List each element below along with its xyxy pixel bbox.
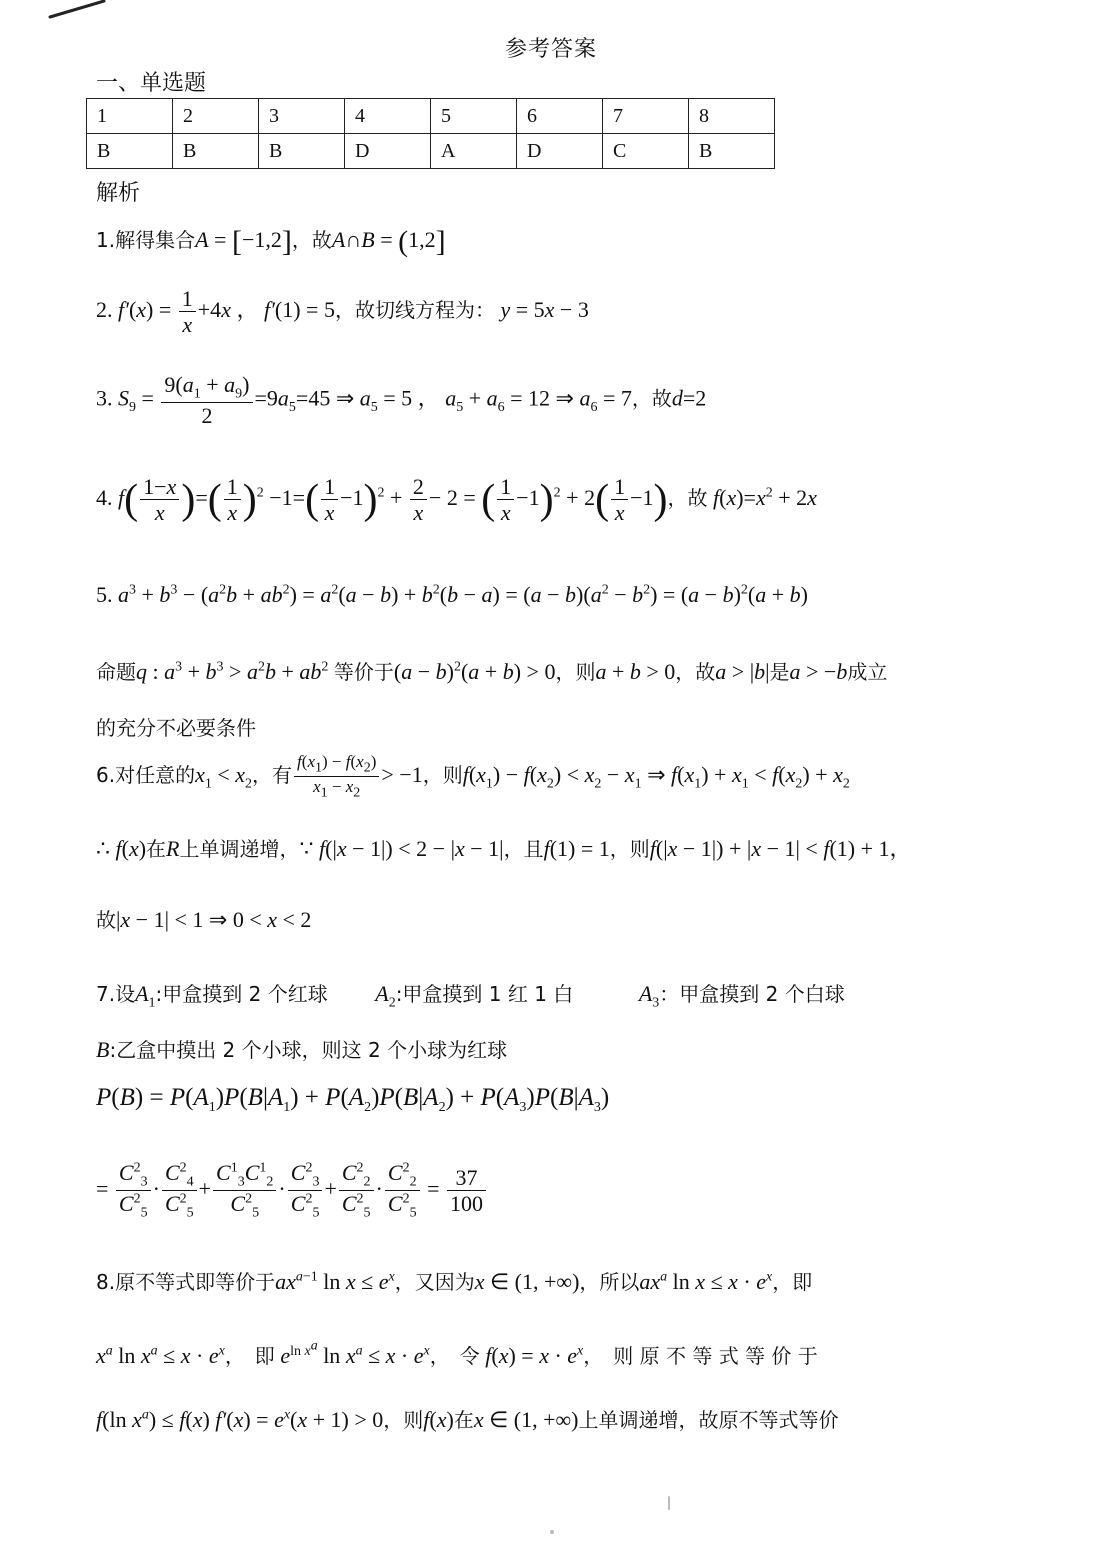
table-cell: 6 — [517, 99, 603, 134]
scan-dot — [550, 1530, 554, 1534]
table-cell: 1 — [87, 99, 173, 134]
solution-line-6b: ∴ f(x)在R上单调递增，∵ f(|x − 1|) < 2 − |x − 1|，且f(1) = 1，则f(|x − 1|) + |x − 1| < f(1) + 1， — [96, 836, 912, 861]
solution-line-7b: B:乙盒中摸出 2 个小球，则这 2 个小球为红球 — [96, 1037, 508, 1062]
table-cell: 8 — [689, 99, 775, 134]
solution-line-7: 7.设$A_1$:甲盒摸到 2 个红球 $A_2$:甲盒摸到 1 红 1 白 $A_3$：甲盒摸到 2 个白球 — [96, 981, 845, 1011]
table-cell: 5 — [431, 99, 517, 134]
solution-line-8: 8.原不等式即等价于$ax^{a-1}$ $\ln x \le e^x$，又因为x ∈ (1, +∞)，所以$ax^a$ $\ln x \le x \cdot e^x$，即 — [96, 1269, 813, 1294]
table-cell: D — [345, 134, 431, 169]
analysis-label: 解析 — [96, 181, 141, 206]
solution-line-2: 2. f′(x) = $\frac{1}{x}$ +4x ， f′(1) = 5，故切线方程为： y = 5x − 3 — [96, 286, 589, 338]
answer-table — [86, 98, 775, 169]
table-cell: 3 — [259, 99, 345, 134]
section-title: 一、单选题 — [96, 71, 207, 96]
solution-line-5: 5. $a^3 + b^3 - (a^2b + ab^2) = a^2(a - b) + b^2(b - a) = (a - b)(a^2 - b^2) = (a - b)^2(a + b)$ — [96, 582, 808, 607]
solution-line-4: 4. f( $\frac{1-x}{x}$ )=( $\frac{1}{x}$ )$^2$ −1=( $\frac{1}{x}$ −1)$^2$ + $\frac{2}{x}$ − 2 = ( $\frac{1}{x}$ −1)$^2$ + 2( $\frac{1}{x}$ −1)，故 $f(x)=x^2 + 2x$ — [96, 474, 817, 526]
table-cell: 7 — [603, 99, 689, 134]
table-cell: B — [173, 134, 259, 169]
solution-line-7d: = $\frac{C^2_3}{C^2_5}$ · $\frac{C^2_4}{C^2_5}$ + $\frac{C^1_3C^1_2}{C^2_5}$ · $\frac{C^2_3}{C^2_5}$ + $\frac{C^2_2}{C^2_5}$ · $\frac{C^2_2}{C^2_5}$ = $\frac{37}{100}$ — [96, 1160, 488, 1222]
table-row-answers — [87, 134, 775, 169]
table-cell: A — [431, 134, 517, 169]
solution-line-7c: $P(B) = P(A_1)P(B|A_1) + P(A_2)P(B|A_2) + P(A_3)P(B|A_3)$ — [96, 1084, 610, 1115]
page-title: 参考答案 — [504, 37, 597, 62]
solution-line-5c: 的充分不必要条件 — [96, 716, 256, 740]
pen-stroke-mark — [48, 0, 108, 20]
table-row-numbers — [87, 99, 775, 134]
solution-line-8b: $x^a$ $\ln x^a \le x \cdot e^x$， 即 $e^{ln x^a}$ $\ln x^a \le x \cdot e^x$， 令 $f(x) = x \cdot e^x$， 则 原 不 等 式 等 价 于 — [96, 1338, 818, 1368]
table-cell: 4 — [345, 99, 431, 134]
table-cell: D — [517, 134, 603, 169]
solution-line-5b: 命题q : $a^3 + b^3 > a^2b + ab^2$ 等价于$(a - b)^2(a + b) > 0$，则a + b > 0，故a > |b|是a > −b成立 — [96, 659, 888, 684]
scan-mark — [668, 1496, 670, 1510]
table-cell: B — [689, 134, 775, 169]
table-cell: 2 — [173, 99, 259, 134]
table-cell: C — [603, 134, 689, 169]
solution-line-3: 3. $S_9$ = $\frac{9(a_1 + a_9)}{2}$ $=9a_5=45$ ⇒ $a_5 = 5$ ， $a_5 + a_6 = 12$ ⇒ $a_6 = 7$，故d=2 — [96, 372, 707, 429]
solution-line-6: 6.对任意的$x_1 < x_2$，有 $\frac{f(x_1) - f(x_2)}{x_1 - x_2}$ > −1，则$f(x_1) - f(x_2) < x_2 - x_1$ ⇒ $f(x_1) + x_1 < f(x_2) + x_2$ — [96, 752, 850, 801]
solution-line-8c: f(ln $x^a) \le f(x)$ $f'(x) = e^x(x + 1) > 0$，则f(x)在x ∈ (1, +∞)上单调递增，故原不等式等价 — [96, 1407, 839, 1432]
solution-line-1: 1.解得集合A = [−1,2]，故A∩B = (1,2] — [96, 224, 446, 258]
table-cell: B — [259, 134, 345, 169]
table-cell: B — [87, 134, 173, 169]
solution-line-6c: 故|x − 1| < 1 ⇒ 0 < x < 2 — [96, 907, 312, 932]
